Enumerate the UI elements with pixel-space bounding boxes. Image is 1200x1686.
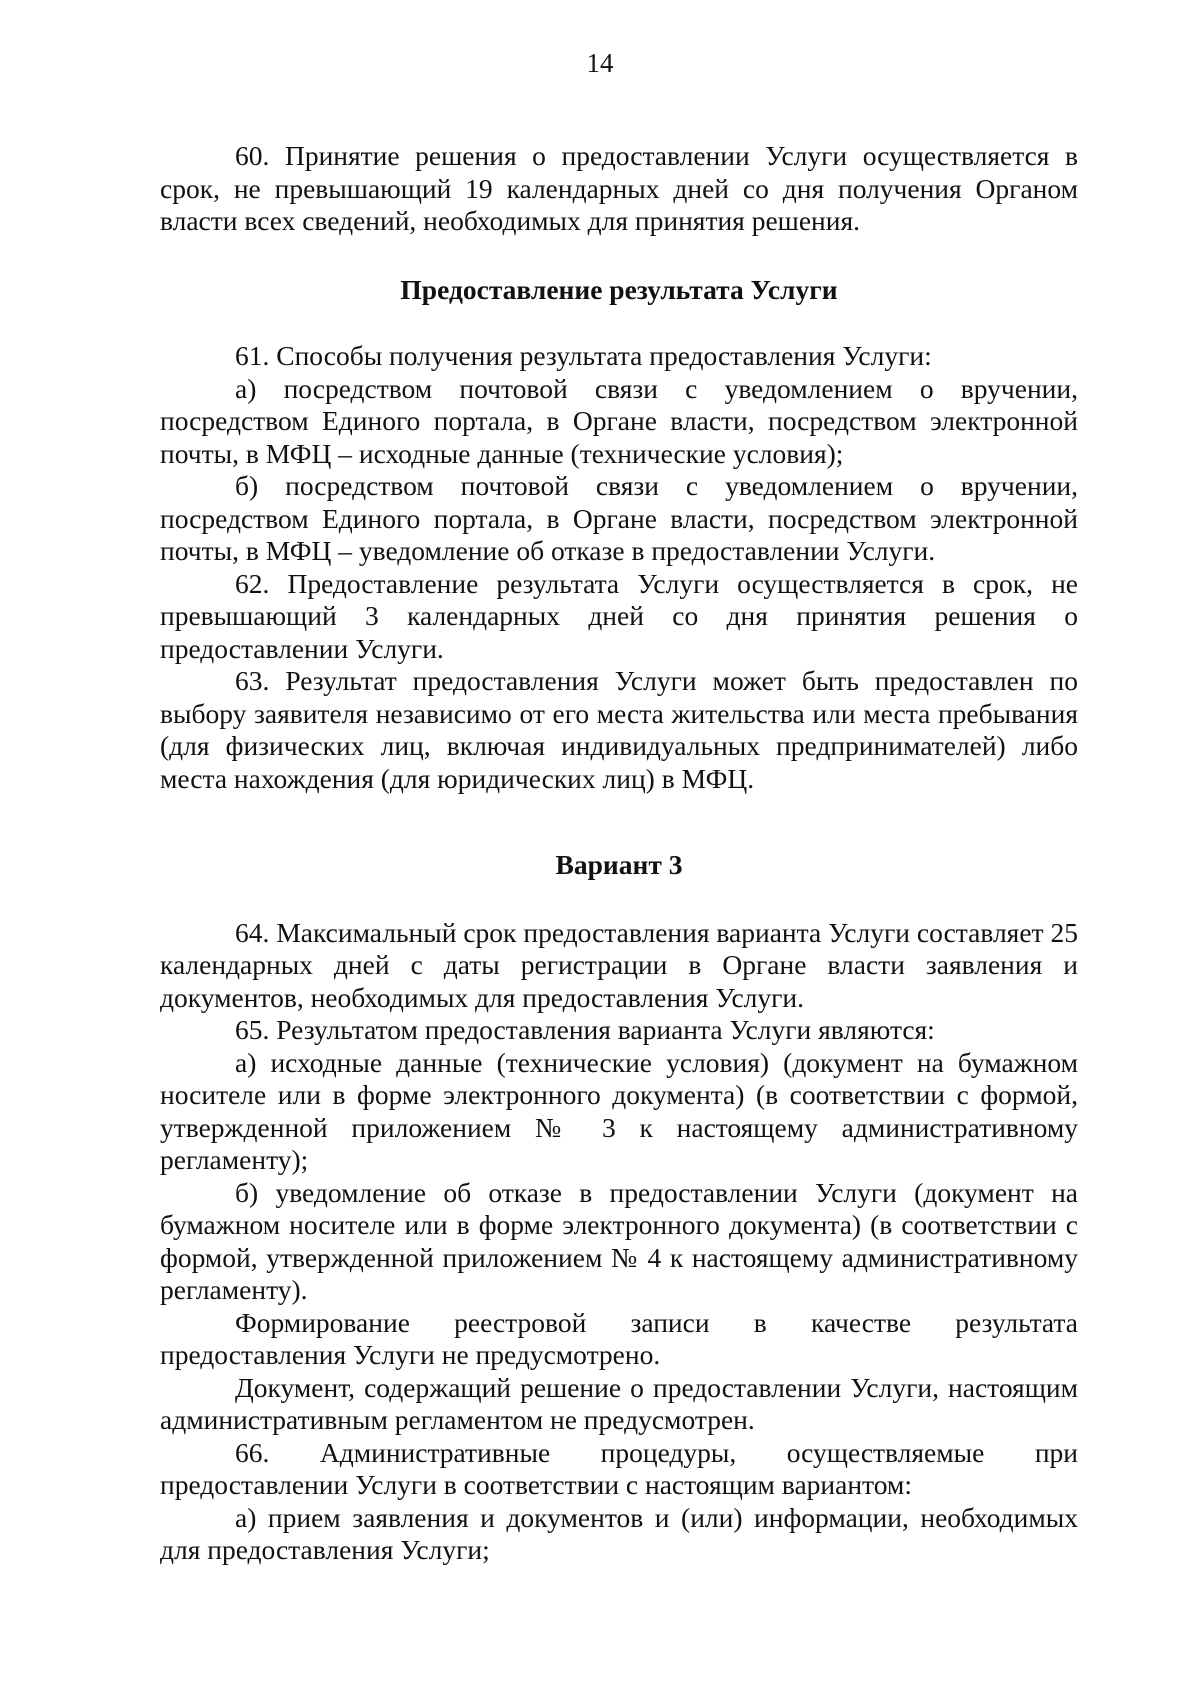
paragraph-decision-document: Документ, содержащий решение о предоставлении Услуги, настоящим административным регламентом не предусмотрен. bbox=[160, 1371, 1078, 1435]
paragraph-62: 62. Предоставление результата Услуги осуществляется в срок, не превышающий 3 календарных дней со дня принятия решения о предоставлении Услуги. bbox=[160, 567, 1078, 664]
paragraph-63: 63. Результат предоставления Услуги может быть предоставлен по выбору заявителя независимо от его места жительства или места пребывания (для физических лиц, включая индивидуальных предпринимателей) либо места нахождения (для юридических лиц) в МФЦ. bbox=[160, 665, 1078, 794]
paragraph-65-b: б) уведомление об отказе в предоставлении Услуги (документ на бумажном носителе или в форме электронного документа) (в соответствии с формой, утвержденной приложением № 4 к настоящему административному регламенту). bbox=[160, 1176, 1078, 1305]
paragraph-61-b: б) посредством почтовой связи с уведомлением о вручении, посредством Единого портала, в Органе власти, посредством электронной почты, в МФЦ – уведомление об отказе в предоставлении Услуги. bbox=[160, 470, 1078, 566]
paragraph-60: 60. Принятие решения о предоставлении Услуги осуществляется в срок, не превышающий 19 календарных дней со дня получения Органом власти всех сведений, необходимых для принятия решения. bbox=[160, 140, 1078, 236]
section-heading-result: Предоставление результата Услуги bbox=[400, 273, 838, 305]
paragraph-65: 65. Результатом предоставления варианта Услуги являются: bbox=[235, 1014, 935, 1045]
paragraph-61-a: а) посредством почтовой связи с уведомлением о вручении, посредством Единого портала, в Органе власти, посредством электронной почты, в МФЦ – исходные данные (технические условия); bbox=[160, 372, 1078, 469]
paragraph-64: 64. Максимальный срок предоставления варианта Услуги составляет 25 календарных дней с даты регистрации в Органе власти заявления и документов, необходимых для предоставления Услуги. bbox=[160, 916, 1078, 1013]
section-heading-variant: Вариант 3 bbox=[555, 849, 683, 880]
page-number: 14 bbox=[586, 48, 614, 78]
paragraph-66: 66. Административные процедуры, осуществляемые при предоставлении Услуги в соответствии с настоящим вариантом: bbox=[160, 1436, 1078, 1500]
paragraph-66-a: а) прием заявления и документов и (или) информации, необходимых для предоставления Услуги; bbox=[160, 1501, 1078, 1565]
document-body bbox=[160, 140, 1078, 1567]
paragraph-65-a: а) исходные данные (технические условия) (документ на бумажном носителе или в форме электронного документа) (в соответствии с формой, утвержденной приложением № 3 к настоящему административному регламенту); bbox=[160, 1046, 1078, 1175]
paragraph-registry-record: Формирование реестровой записи в качестве результата предоставления Услуги не предусмотрено. bbox=[160, 1306, 1078, 1370]
paragraph-61: 61. Способы получения результата предоставления Услуги: bbox=[235, 340, 932, 371]
